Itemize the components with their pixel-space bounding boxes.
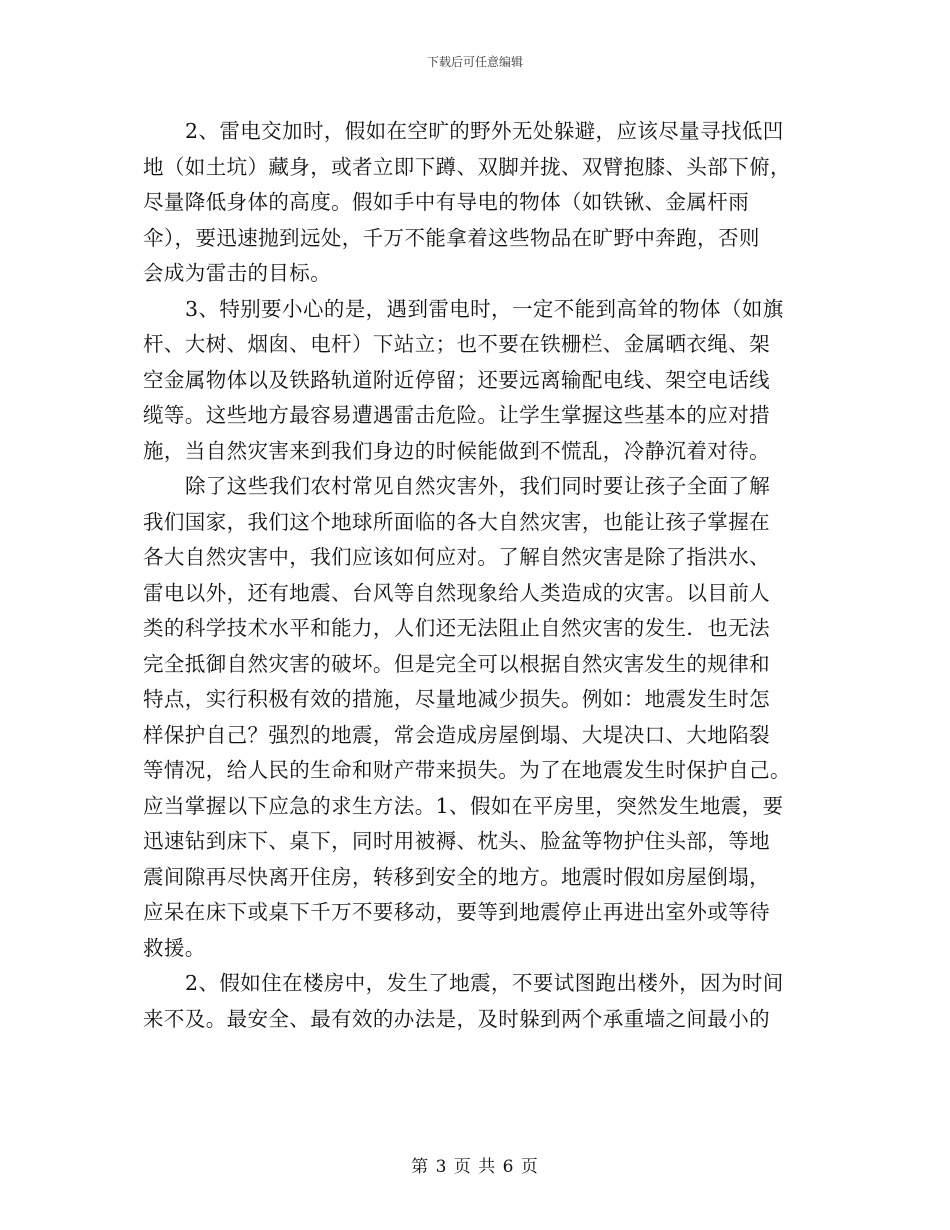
- text-line: 2、雷电交加时，假如在空旷的野外无处躲避，应该尽量寻找低凹: [185, 119, 784, 143]
- text-line: 类的科学技术水平和能力，人们还无法阻止自然灾害的发生．也无法: [143, 616, 770, 640]
- text-line: 各大自然灾害中，我们应该如何应对。了解自然灾害是除了指洪水、: [143, 545, 770, 569]
- text-line: 雷电以外，还有地震、台风等自然现象给人类造成的灾害。以目前人: [143, 580, 770, 605]
- text-line: 应当掌握以下应急的求生方法。1、假如在平房里，突然发生地震，要: [143, 793, 784, 818]
- text-line: 我们国家，我们这个地球所面临的各大自然灾害，也能让孩子掌握在: [143, 509, 770, 534]
- text-line: 样保护自己？强烈的地震，常会造成房屋倒塌、大堤决口、大地陷裂: [143, 722, 770, 747]
- text-line: 完全抵御自然灾害的破坏。但是完全可以根据自然灾害发生的规律和: [143, 651, 770, 676]
- paragraph: [143, 292, 811, 470]
- text-line: 伞），要迅速抛到远处，千万不能拿着这些物品在旷野中奔跑，否则: [143, 225, 760, 250]
- text-line: 施，当自然灾害来到我们身边的时候能做到不慌乱，冷静沉着对待。: [143, 438, 770, 463]
- text-line: 等情况，给人民的生命和财产带来损失。为了在地震发生时保护自己。: [143, 758, 791, 782]
- text-line: 迅速钻到床下、桌下，同时用被褥、枕头、脸盆等物护住头部，等地: [143, 829, 770, 853]
- text-line: 救援。: [143, 935, 206, 960]
- text-line: 来不及。最安全、最有效的办法是，及时躲到两个承重墙之间最小的: [143, 1006, 770, 1031]
- text-line: 缆等。这些地方最容易遭遇雷击危险。让学生掌握这些基本的应对措: [143, 403, 770, 427]
- text-line: 杆、大树、烟囱、电杆）下站立；也不要在铁栅栏、金属晒衣绳、架: [143, 332, 770, 356]
- page-header: 下载后可任意编辑: [426, 55, 523, 69]
- document-body: [143, 114, 811, 1037]
- text-line: 震间隙再尽快离开住房，转移到安全的地方。地震时假如房屋倒塌，: [143, 864, 770, 889]
- text-line: 空金属物体以及铁路轨道附近停留；还要远离输配电线、架空电话线: [143, 367, 770, 392]
- text-line: 特点，实行积极有效的措施，尽量地减少损失。例如：地震发生时怎: [143, 687, 770, 711]
- text-line: 3、特别要小心的是，遇到雷电时，一定不能到高耸的物体（如旗: [185, 296, 784, 321]
- paragraph: [143, 114, 811, 292]
- text-line: 尽量降低身体的高度。假如手中有导电的物体（如铁锹、金属杆雨: [143, 190, 750, 214]
- paragraph: [143, 966, 811, 1037]
- text-line: 2、假如住在楼房中，发生了地震，不要试图跑出楼外，因为时间: [185, 971, 784, 995]
- text-line: 应呆在床下或桌下千万不要移动，要等到地震停止再进出室外或等待: [143, 900, 770, 924]
- text-line: 会成为雷击的目标。: [143, 261, 332, 285]
- paragraph: [143, 469, 811, 966]
- text-line: 除了这些我们农村常见自然灾害外，我们同时要让孩子全面了解: [185, 474, 771, 498]
- page-footer: 第 3 页 共 6 页: [411, 1157, 539, 1177]
- text-line: 地（如土坑）藏身，或者立即下蹲、双脚并拢、双臂抱膝、头部下俯，: [143, 154, 791, 179]
